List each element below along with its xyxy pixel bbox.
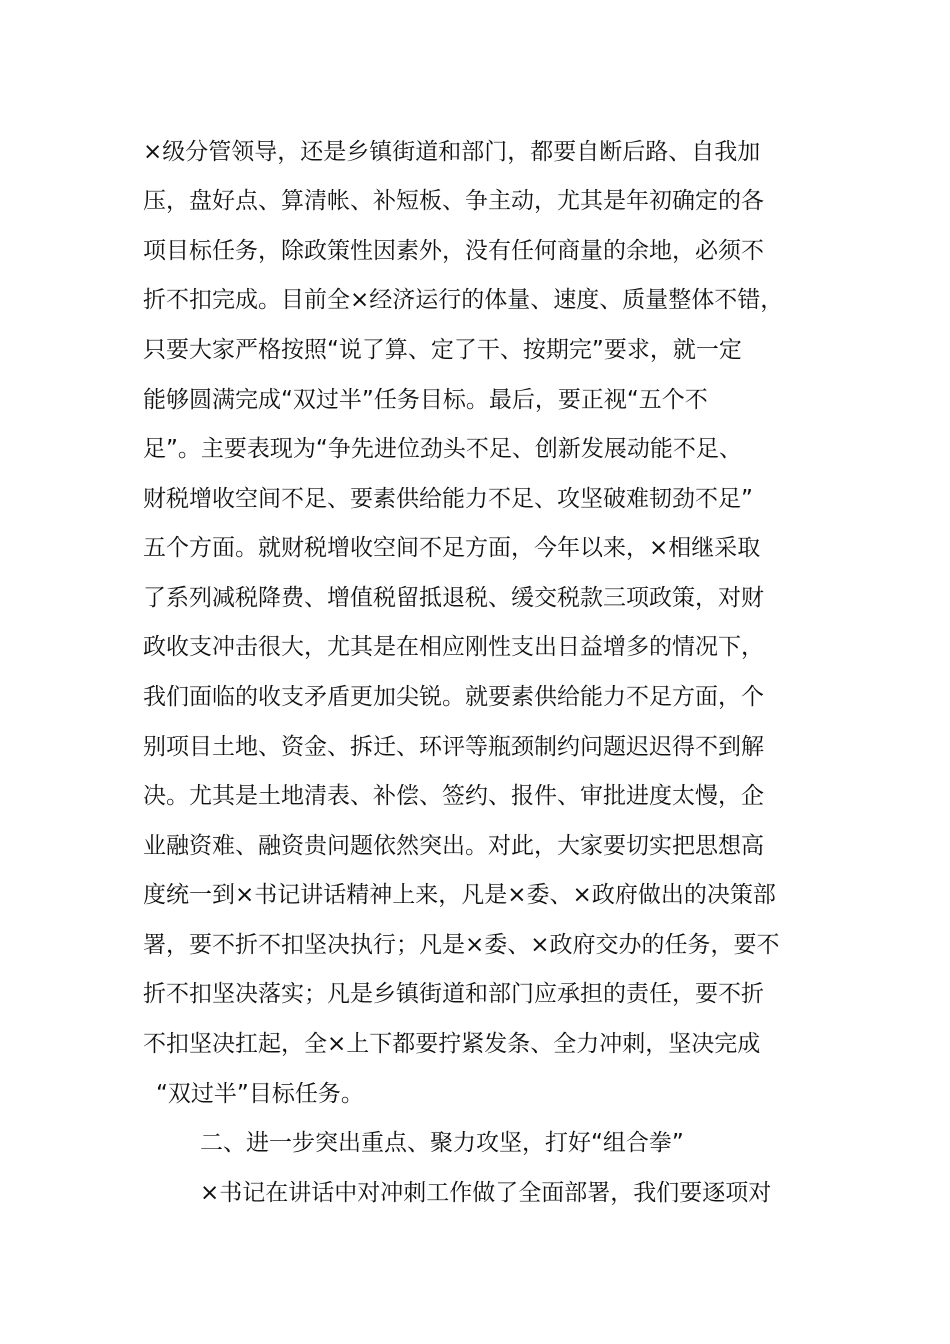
text-line-8: 财税增收空间不足、要素供给能力不足、攻坚破难韧劲不足” [143,486,753,512]
text-line-11: 政收支冲击很大，尤其是在相应刚性支出日益增多的情况下， [143,634,764,660]
section-heading: 二、进一步突出重点、聚力攻坚，打好“组合拳” [200,1130,684,1156]
text-line-19: 不扣坚决扛起，全×上下都要拧紧发条、全力冲刺，坚决完成 [143,1031,761,1057]
text-line-22: ×书记在讲话中对冲刺工作做了全面部署，我们要逐项对 [200,1180,772,1206]
text-line-1: ×级分管领导，还是乡镇街道和部门，都要自断后路、自我加 [143,139,761,165]
text-line-2: 压，盘好点、算清帐、补短板、争主动，尤其是年初确定的各 [143,188,764,214]
text-line-12: 我们面临的收支矛盾更加尖锐。就要素供给能力不足方面，个 [143,684,764,710]
text-line-5: 只要大家严格按照“说了算、定了干、按期完”要求，就一定 [143,337,742,363]
text-line-15: 业融资难、融资贵问题依然突出。对此，大家要切实把思想高 [143,833,764,859]
text-line-16: 度统一到×书记讲话精神上来，凡是×委、×政府做出的决策部 [143,882,776,908]
text-line-14: 决。尤其是土地清表、补偿、签约、报件、审批进度太慢，企 [143,783,764,809]
text-line-17: 署，要不折不扣坚决执行；凡是×委、×政府交办的任务，要不 [143,932,780,958]
text-line-20: “双过半”目标任务。 [156,1081,364,1107]
text-line-6: 能够圆满完成“双过半”任务目标。最后，要正视“五个不 [143,387,708,413]
text-line-13: 别项目土地、资金、拆迁、环评等瓶颈制约问题迟迟得不到解 [143,734,764,760]
text-line-10: 了系列减税降费、增值税留抵退税、缓交税款三项政策，对财 [143,585,764,611]
text-line-3: 项目标任务，除政策性因素外，没有任何商量的余地，必须不 [143,238,764,264]
text-line-9: 五个方面。就财税增收空间不足方面，今年以来，×相继采取 [143,535,761,561]
text-line-7: 足”。主要表现为“争先进位劲头不足、创新发展动能不足、 [143,436,742,462]
text-line-18: 折不扣坚决落实；凡是乡镇街道和部门应承担的责任，要不折 [143,981,764,1007]
text-line-4: 折不扣完成。目前全×经济运行的体量、速度、质量整体不错， [143,287,784,313]
